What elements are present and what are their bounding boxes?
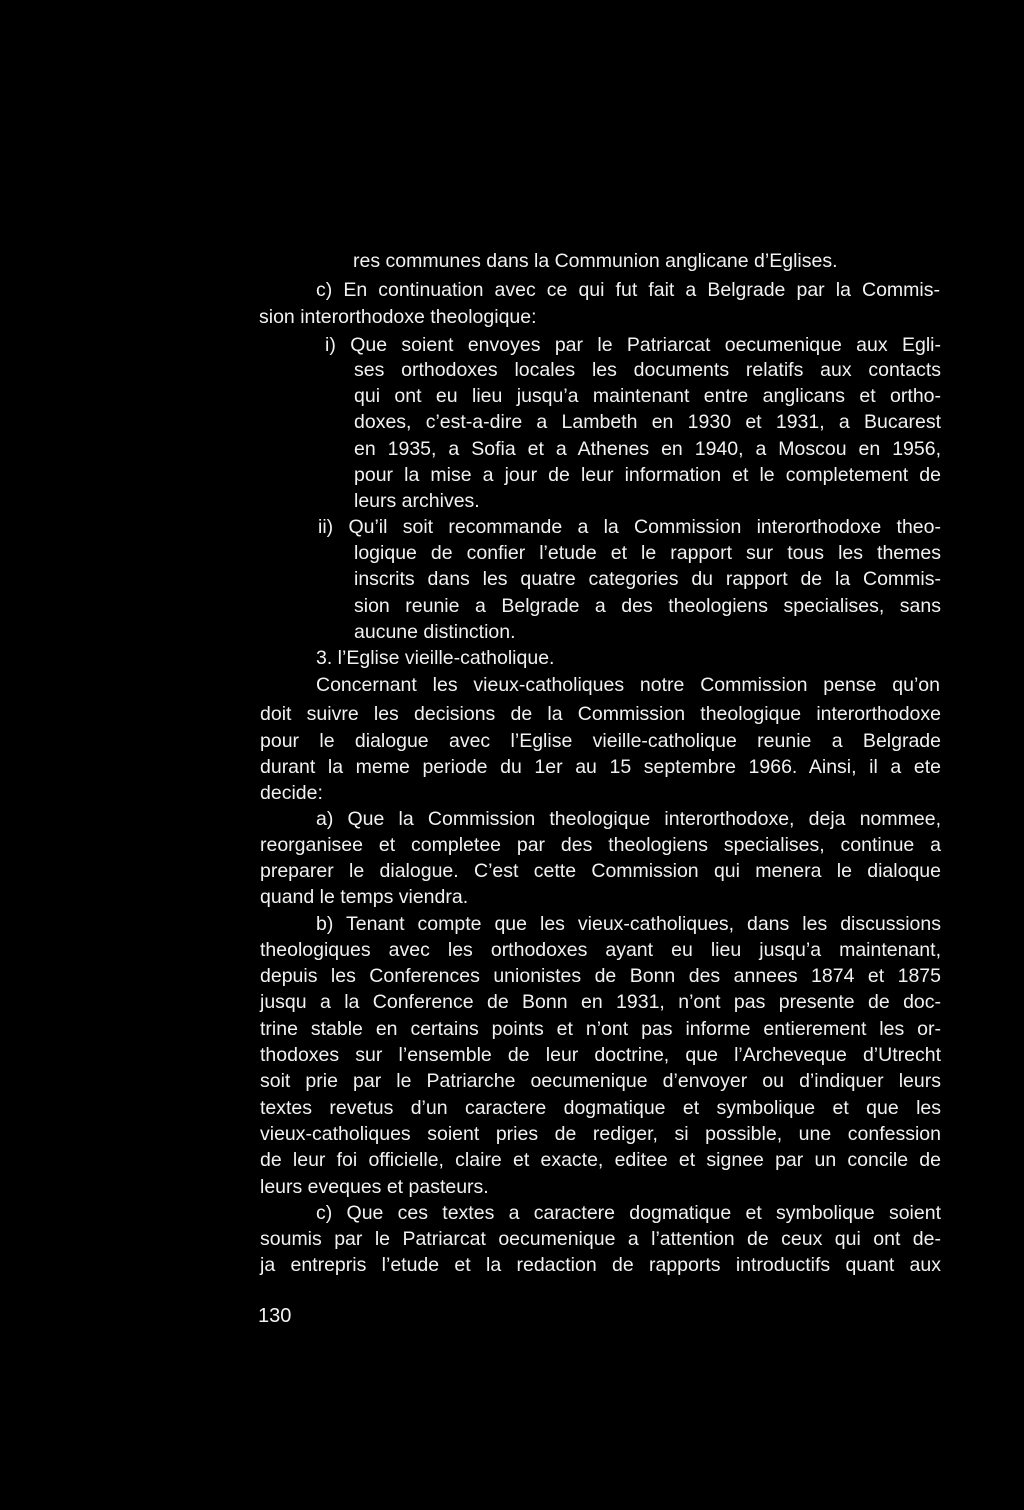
- text-line: thodoxes sur l’ensemble de leur doctrine, que l’Archeveque d’Utrecht: [260, 1044, 941, 1066]
- section-heading: 3. l’Eglise vieille-catholique.: [316, 647, 555, 669]
- text-line: res communes dans la Communion anglicane d’Eglises.: [353, 250, 838, 272]
- text-line: Concernant les vieux-catholiques notre Commission pense qu’on: [316, 674, 940, 696]
- text-line: ses orthodoxes locales les documents relatifs aux contacts: [354, 359, 941, 381]
- text-line: theologiques avec les orthodoxes ayant eu lieu jusqu’a maintenant,: [260, 939, 941, 961]
- text-line: c) En continuation avec ce qui fut fait a Belgrade par la Commis-: [316, 279, 940, 301]
- text-line: de leur foi officielle, claire et exacte, editee et signee par un concile de: [260, 1149, 941, 1171]
- text-line: durant la meme periode du 1er au 15 septembre 1966. Ainsi, il a ete: [260, 756, 941, 778]
- text-line: i) Que soient envoyes par le Patriarcat oecumenique aux Egli-: [325, 334, 941, 356]
- text-line: ja entrepris l’etude et la redaction de rapports introductifs quant aux: [260, 1254, 941, 1276]
- text-line: leurs archives.: [354, 490, 480, 512]
- text-line: doxes, c’est-a-dire a Lambeth en 1930 et 1931, a Bucarest: [354, 411, 941, 433]
- text-line: pour la mise a jour de leur information et le completement de: [354, 464, 941, 486]
- text-line: a) Que la Commission theologique interorthodoxe, deja nommee,: [316, 808, 941, 830]
- text-line: quand le temps viendra.: [260, 886, 469, 908]
- text-line: reorganisee et completee par des theologiens specialises, continue a: [260, 834, 941, 856]
- text-line: b) Tenant compte que les vieux-catholiques, dans les discussions: [316, 913, 941, 935]
- text-line: sion reunie a Belgrade a des theologiens specialises, sans: [354, 595, 941, 617]
- text-line: en 1935, a Sofia et a Athenes en 1940, a Moscou en 1956,: [354, 438, 941, 460]
- text-line: textes revetus d’un caractere dogmatique et symbolique et que les: [260, 1097, 941, 1119]
- text-line: depuis les Conferences unionistes de Bonn des annees 1874 et 1875: [260, 965, 941, 987]
- text-line: trine stable en certains points et n’ont pas informe entierement les or-: [260, 1018, 941, 1040]
- text-line: soumis par le Patriarcat oecumenique a l’attention de ceux qui ont de-: [260, 1228, 941, 1250]
- text-line: doit suivre les decisions de la Commission theologique interorthodoxe: [260, 703, 941, 725]
- text-line: leurs eveques et pasteurs.: [260, 1176, 489, 1198]
- text-line: logique de confier l’etude et le rapport sur tous les themes: [354, 542, 941, 564]
- text-line: jusqu a la Conference de Bonn en 1931, n’ont pas presente de doc-: [260, 991, 941, 1013]
- text-line: qui ont eu lieu jusqu’a maintenant entre anglicans et ortho-: [354, 385, 941, 407]
- text-line: soit prie par le Patriarche oecumenique d’envoyer ou d’indiquer leurs: [260, 1070, 941, 1092]
- page-number: 130: [258, 1305, 292, 1327]
- text-line: sion interorthodoxe theologique:: [259, 306, 537, 328]
- text-line: vieux-catholiques soient pries de rediger, si possible, une confession: [260, 1123, 941, 1145]
- text-line: preparer le dialogue. C’est cette Commission qui menera le dialoque: [260, 860, 941, 882]
- text-line: aucune distinction.: [354, 621, 516, 643]
- text-line: pour le dialogue avec l’Eglise vieille-catholique reunie a Belgrade: [260, 730, 941, 752]
- text-line: inscrits dans les quatre categories du rapport de la Commis-: [354, 568, 941, 590]
- text-line: c) Que ces textes a caractere dogmatique et symbolique soient: [316, 1202, 941, 1224]
- text-line: ii) Qu’il soit recommande a la Commission interorthodoxe theo-: [318, 516, 941, 538]
- text-line: decide:: [260, 782, 323, 804]
